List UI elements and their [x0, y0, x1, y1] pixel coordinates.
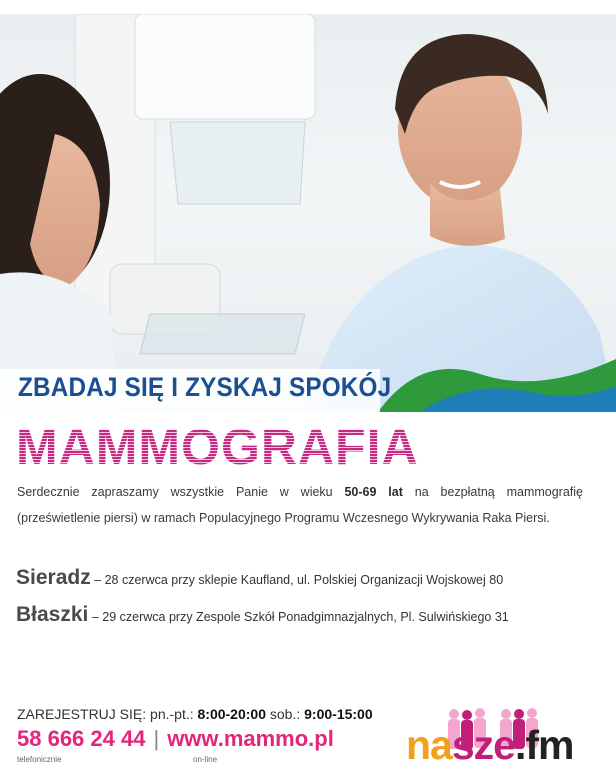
- intro-paragraph: [17, 479, 583, 531]
- intro-text-part1: Serdecznie zapraszamy wszystkie Panie w wieku: [17, 485, 345, 499]
- nasze-fm-logo: [402, 706, 610, 772]
- phone-number[interactable]: 58 666 24 44: [17, 726, 146, 751]
- registration-hours: [17, 706, 373, 722]
- saturday-label: sob.:: [266, 706, 305, 722]
- phone-caption: telefonicznie: [17, 755, 62, 764]
- event-blaszki: [16, 603, 509, 627]
- mammography-scene-illustration: [0, 14, 616, 412]
- website-link[interactable]: www.mammo.pl: [167, 726, 334, 751]
- contact-separator: |: [153, 726, 160, 751]
- event-details: – 28 czerwca przy sklepie Kaufland, ul. Polskiej Organizacji Wojskowej 80: [90, 573, 504, 587]
- website-caption: on-line: [193, 755, 218, 764]
- intro-age-range: 50-69 lat: [344, 485, 403, 499]
- hero-photo: [0, 14, 616, 412]
- logo-part-na: na: [406, 722, 452, 768]
- intro-text-part2: na bezpłatną mammografię (prześwietlenie piersi) w ramach Populacyjnego Programu Wczesnego Wykrywania Raka Piersi.: [17, 485, 583, 525]
- event-city: Sieradz: [16, 566, 91, 589]
- saturday-hours: 9:00-15:00: [304, 706, 373, 722]
- logo-part-sze: sze: [451, 722, 515, 768]
- logo-wordmark: [406, 722, 573, 769]
- weekday-label: pn.-pt.:: [146, 706, 198, 722]
- register-label: ZAREJESTRUJ SIĘ:: [17, 706, 147, 722]
- headline: MAMMOGRAFIA: [16, 419, 419, 475]
- tagline: ZBADAJ SIĘ I ZYSKAJ SPOKÓJ: [18, 372, 392, 402]
- weekday-hours: 8:00-20:00: [197, 706, 266, 722]
- logo-part-fm: .fm: [514, 722, 574, 768]
- event-details: – 29 czerwca przy Zespole Szkół Ponadgimnazjalnych, Pl. Sulwińskiego 31: [88, 610, 509, 624]
- event-city: Błaszki: [16, 603, 89, 626]
- event-sieradz: [16, 566, 503, 590]
- contact-line: [17, 726, 334, 752]
